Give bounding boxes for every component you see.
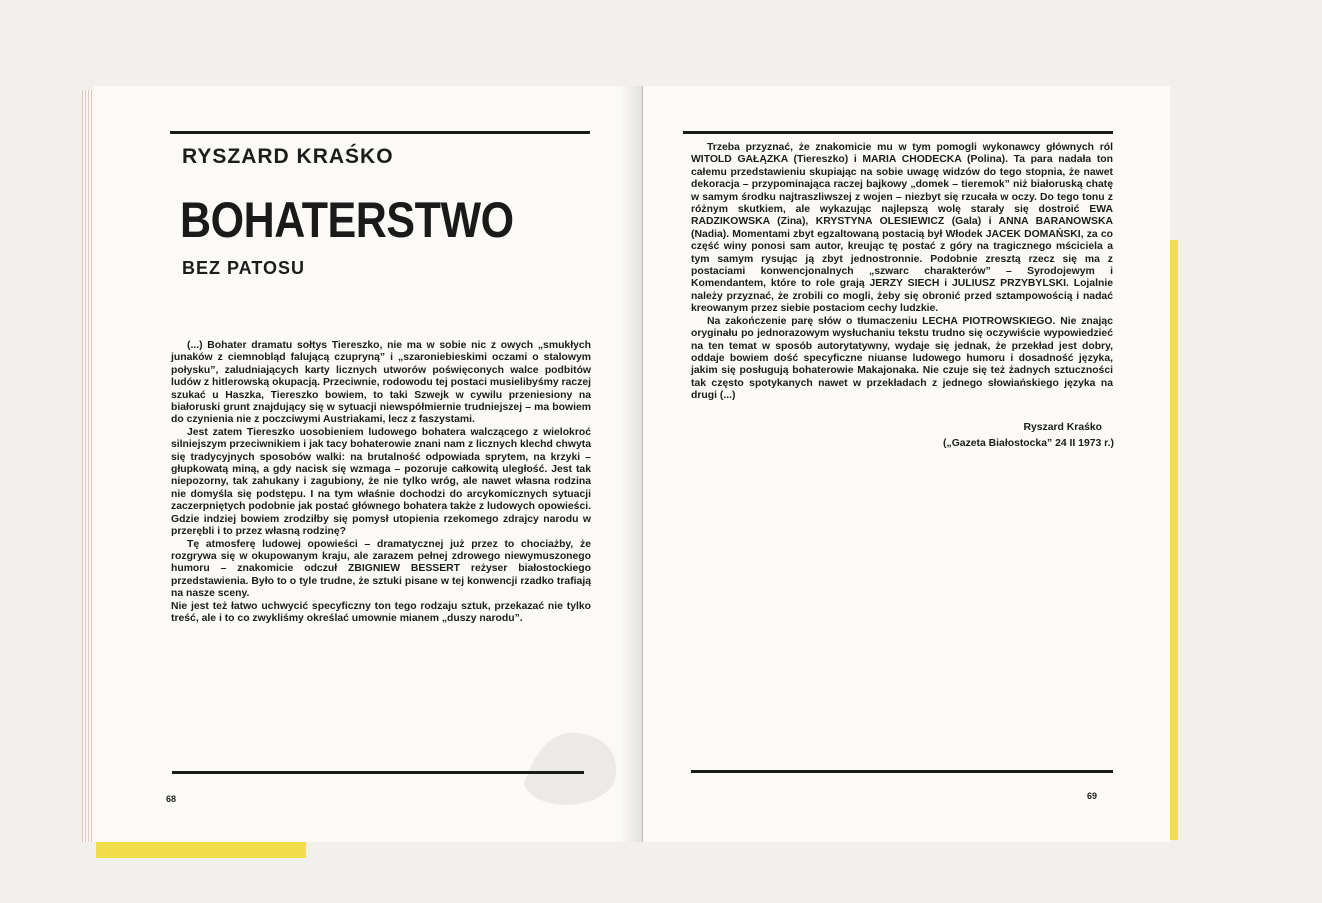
paragraph: Trzeba przyznać, że znakomicie mu w tym pomogli wykonawcy głównych ról WITOLD GAŁĄZKA (Tiereszko) i MARIA CHODECKA (Polina). Ta para nadała ton całemu przedstawieniu skupiając na sobie uwagę widzów do tego stopnia, że nawet dekoracja – przypominająca raczej bajkowy „domek – tieremok” niż białoruską chatę w samym środku najtraszliwszej z wojen – niezbyt się rzucała w oczy. Do tego tonu z różnym skutkiem, ale wykazując najlepszą wolę starały się dostroić EWA RADZIKOWSKA (Zina), KRYSTYNA OLESIEWICZ (Gala) i ANNA BARANOWSKA (Nadia). Momentami zbyt egzaltowaną postacią był Włodek JACEK DOMAŃSKI, za co część winy ponosi sam autor, kreując tę postać z góry na tragicznego mściciela a tym samym rysując ją zbyt jednostronnie. Podobnie zresztą rzecz się ma z postaciami konwencjonalnych „szwarc charakterów” – Syrodojewym i Komendantem, które to role grają JERZY SIECH i JULIUSZ PRZYBYLSKI. Lojalnie należy przyznać, że zrobili co mogli, żeby się obronić przed sztampowością i nadać kreowanym przez siebie postaciom cechy ludzkie. [691,142,1113,315]
page-edges [82,90,94,842]
article-subtitle: BEZ PATOSU [182,258,306,278]
signature-name: Ryszard Kraśko [1023,422,1102,433]
top-rule [170,131,590,134]
paragraph: Jest zatem Tiereszko uosobieniem ludowego bohatera walczącego z wielokroć silniejszym przeciwnikiem i jak tacy bohaterowie znani nam z licznych klechd chwyta się tradycyjnych sposobów walki: na brutalność odpowiada sprytem, na krzyki – głupkowatą miną, a gdy nacisk się wzmaga – pozoruje całkowitą uległość. Jest tak niepozorny, tak zahukany i zagubiony, że nie tylko wróg, ale nawet własna rodzina nie domyśla się podstępu. I na tym właśnie dochodzi do arcykomicznych sytuacji zaczerpniętych podobnie jak postać głównego bohatera także z ludowych opowieści. Gdzie indziej bowiem zrodziłby się pomysł utopienia rzekomego zdrajcy narodu w przerębli i to przez własną rodzinę? [171,426,591,538]
bottom-rule [691,770,1113,773]
open-book [82,86,1170,854]
right-page [643,86,1170,842]
article-title: BOHATERSTWO [180,192,514,248]
paragraph: (...) Bohater dramatu sołtys Tiereszko, nie ma w sobie nic z owych „smukłych junaków z ciemnobląd falującą czupryną” i „szaroniebieskimi oczami o stalowym połysku”, zaludniających karty licznych utworów poświęconych walce podbitów ludów z hitlerowską okupacją. Przeciwnie, rodowodu tej postaci musielibyśmy raczej szukać u Haszka, Tiereszko bowiem, to taki Szwejk w cywilu przeniesiony na białoruski grunt znajdujący się w sytuacji niewspółmiernie trudniejszej – ma bowiem do czynienia nie z poczciwymi Austriakami, lecz z faszystami. [171,340,591,426]
page-number: 68 [166,794,177,804]
signature-source: („Gazeta Białostocka” 24 II 1973 r.) [943,438,1114,449]
article-body-right [691,142,1113,403]
left-page [94,86,643,842]
paragraph: Nie jest też łatwo uchwycić specyficzny ton tego rodzaju sztuk, przekazać nie tylko treść, ale i to co zwykliśmy określać umownie mianem „duszy narodu”. [171,600,591,624]
paragraph: Na zakończenie parę słów o tłumaczeniu LECHA PIOTROWSKIEGO. Nie znając oryginału po jednorazowym wysłuchaniu tekstu trudno się oczywiście wypowiedzieć na ten temat w sposób autorytatywny, wydaje się jednak, że przekład jest dobry, oddaje bowiem dość specyficzne niuanse ludowego humoru i dosadność języka, jakim się posługują bohaterowie Makajonaka. Nie czuje się też żadnych sztuczności tak często spotykanych nawet w przekładach z jednego słowiańskiego języka na drugi (...) [691,315,1113,402]
top-rule [683,131,1113,134]
author-heading: RYSZARD KRAŚKO [182,145,394,168]
page-number: 69 [1087,791,1098,801]
bottom-rule [172,771,584,774]
paragraph: Tę atmosferę ludowej opowieści – dramatycznej już przez to chociażby, że rozgrywa się w okupowanym kraju, ale zarazem pełnej zdrowego niewymuszonego humoru – znakomicie odczuł ZBIGNIEW BESSERT reżyser białostockiego przedstawienia. Było to o tyle trudne, że sztuki pisane w tej konwencji rzadko trafiają na nasze sceny. [171,538,591,600]
article-body-left [171,340,591,625]
